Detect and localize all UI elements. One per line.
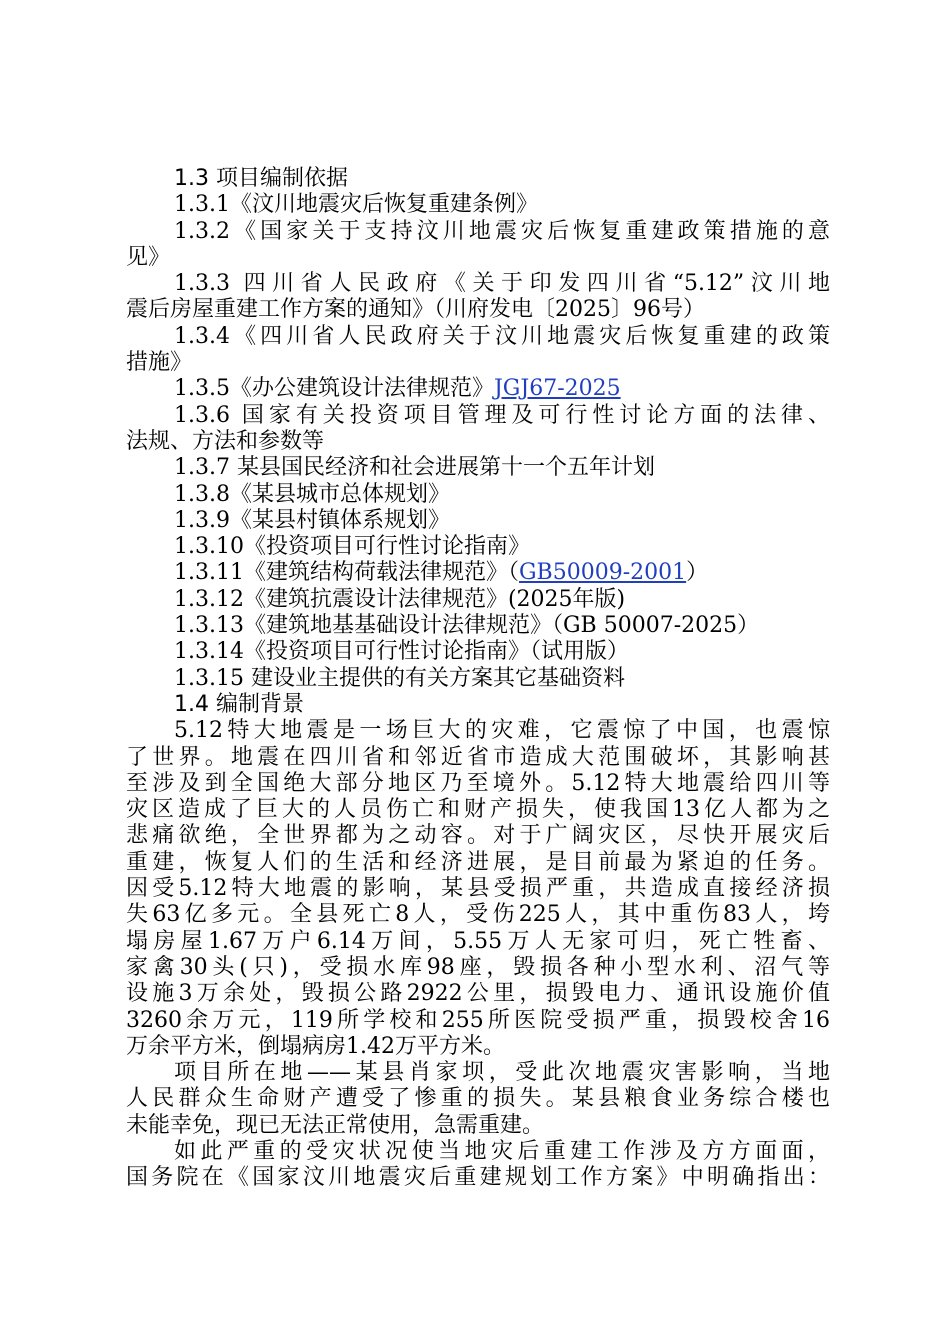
reference-item — [126, 324, 830, 377]
paragraph-line: 重建，恢复人们的生活和经济进展，是目前最为紧迫的任务。 — [126, 849, 830, 875]
reference-line: 1.3.4《四川省人民政府关于汶川地震灾后恢复重建的政策 — [174, 323, 830, 349]
paragraph-line: 灾区造成了巨大的人员伤亡和财产损失，使我国13亿人都为之 — [126, 797, 830, 823]
reference-item-with-link — [126, 560, 830, 586]
standard-link-gb50009[interactable]: GB50009-2001 — [518, 560, 687, 586]
reference-text: ） — [686, 560, 709, 586]
paragraph-line: 万余平方米，倒塌病房1.42万平方米。 — [126, 1033, 505, 1059]
reference-item — [126, 192, 830, 218]
reference-line: 1.3.14《投资项目可行性讨论指南》（试用版） — [174, 639, 629, 665]
paragraph-line: 3260余万元，119所学校和255所医院受损严重，损毁校舍16 — [126, 1007, 830, 1033]
section-heading-1-4: 1.4 编制背景 — [174, 691, 304, 717]
reference-line: 见》 — [126, 244, 171, 270]
reference-line: 1.3.10《投资项目可行性讨论指南》 — [174, 534, 530, 560]
body-paragraph — [126, 1060, 830, 1139]
paragraph-line: 项目所在地——某县肖家坝，受此次地震灾害影响，当地 — [174, 1060, 830, 1086]
reference-text: 1.3.11《建筑结构荷载法律规范》（ — [174, 560, 519, 586]
paragraph-line: 至涉及到全国绝大部分地区乃至境外。5.12特大地震给四川等 — [126, 770, 830, 796]
paragraph-line: 人民群众生命财产遭受了惨重的损失。某县粮食业务综合楼也 — [126, 1086, 830, 1112]
paragraph-line: 失63亿多元。全县死亡8人，受伤225人，其中重伤83人，垮 — [126, 902, 830, 928]
reference-line: 1.3.7 某县国民经济和社会进展第十一个五年计划 — [174, 455, 655, 481]
section-heading-1-3: 1.3 项目编制依据 — [174, 166, 348, 191]
reference-line: 1.3.13《建筑地基基础设计法律规范》（GB 50007-2025） — [174, 613, 760, 639]
reference-text: 1.3.5《办公建筑设计法律规范》 — [174, 376, 494, 402]
paragraph-line: 如此严重的受灾状况使当地灾后重建工作涉及方方面面， — [174, 1138, 830, 1164]
paragraph-line: 国务院在《国家汶川地震灾后重建规划工作方案》中明确指出： — [126, 1165, 830, 1191]
paragraph-line: 因受5.12特大地震的影响，某县受损严重，共造成直接经济损 — [126, 876, 830, 902]
reference-line: 1.3.6 国家有关投资项目管理及可行性讨论方面的法律、 — [174, 402, 830, 428]
body-paragraph — [126, 1139, 830, 1192]
reference-line: 1.3.1《汶川地震灾后恢复重建条例》 — [174, 192, 538, 218]
paragraph-line: 家禽30头(只)，受损水库98座，毁损各种小型水利、沼气等 — [126, 954, 830, 980]
reference-item — [126, 219, 830, 272]
standard-link-jgj67[interactable]: JGJ67-2025 — [493, 376, 621, 402]
reference-line: 1.3.15 建设业主提供的有关方案其它基础资料 — [174, 665, 625, 691]
paragraph-line: 设施3万余处，毁损公路2922公里，损毁电力、通讯设施价值 — [126, 981, 830, 1007]
paragraph-line: 塌房屋1.67万户6.14万间，5.55万人无家可归，死亡牲畜、 — [126, 928, 830, 954]
reference-item — [126, 271, 830, 324]
reference-item — [126, 403, 830, 456]
paragraph-line: 5.12特大地震是一场巨大的灾难，它震惊了中国，也震惊 — [174, 718, 830, 744]
document-page — [126, 166, 830, 1192]
reference-line: 1.3.3 四川省人民政府《关于印发四川省“5.12”汶川地 — [174, 271, 830, 297]
paragraph-line: 未能幸免，现已无法正常使用，急需重建。 — [126, 1112, 545, 1138]
reference-line: 1.3.2《国家关于支持汶川地震灾后恢复重建政策措施的意 — [174, 218, 830, 244]
reference-line: 震后房屋重建工作方案的通知》（川府发电〔2025〕96号） — [126, 297, 705, 323]
reference-line: 1.3.9《某县村镇体系规划》 — [174, 507, 450, 533]
paragraph-line: 悲痛欲绝，全世界都为之动容。对于广阔灾区，尽快开展灾后 — [126, 823, 830, 849]
reference-line: 法规、方法和参数等 — [126, 428, 325, 454]
reference-line: 1.3.12《建筑抗震设计法律规范》(2025年版) — [174, 586, 626, 612]
reference-line: 措施》 — [126, 350, 193, 376]
paragraph-line: 了世界。地震在四川省和邻近省市造成大范围破坏，其影响甚 — [126, 744, 830, 770]
body-paragraph — [126, 718, 830, 1060]
reference-line: 1.3.8《某县城市总体规划》 — [174, 481, 450, 507]
reference-item-with-link — [126, 376, 830, 402]
